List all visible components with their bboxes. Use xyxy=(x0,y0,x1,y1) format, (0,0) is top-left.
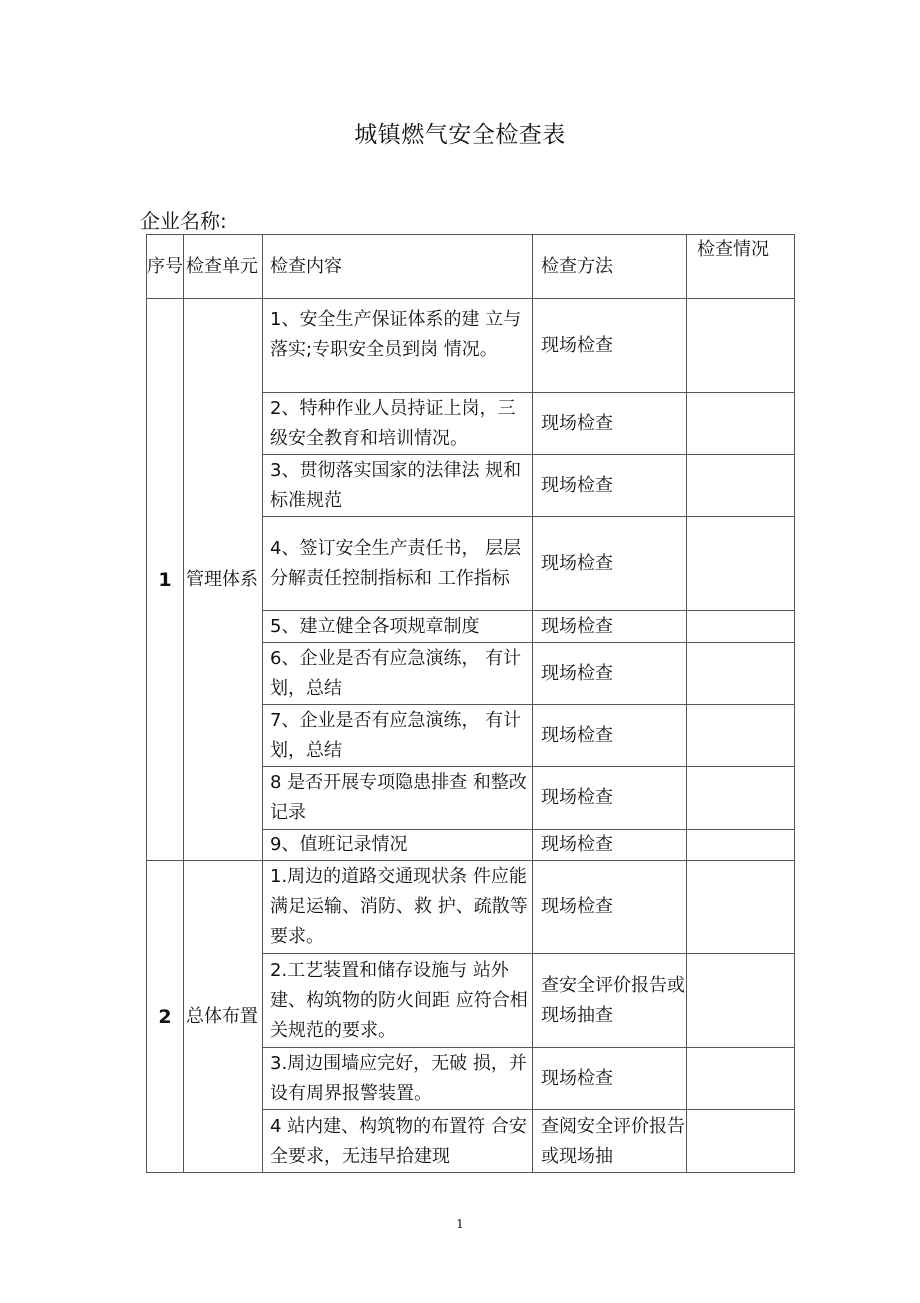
check-content: 9、值班记录情况 xyxy=(263,830,533,861)
header-result: 检查情况 xyxy=(687,235,795,299)
header-method: 检查方法 xyxy=(533,235,687,299)
section-unit xyxy=(184,861,263,1173)
check-result xyxy=(687,1048,795,1110)
check-result xyxy=(687,611,795,643)
table-header-row xyxy=(147,235,795,299)
check-content: 2.工艺装置和储存设施与 站外建、构筑物的防火间距 应符合相关规范的要求。 xyxy=(263,954,533,1048)
section-seq: 2 xyxy=(147,861,184,1173)
check-content: 1、安全生产保证体系的建 立与落实;专职安全员到岗 情况。 xyxy=(263,299,533,393)
check-result xyxy=(687,299,795,393)
check-method: 现场检查 xyxy=(533,767,687,830)
header-unit-label: 检查单元 xyxy=(186,255,258,277)
section-seq: 1 xyxy=(147,299,184,861)
table-row xyxy=(147,299,795,393)
header-content: 检查内容 xyxy=(263,235,533,299)
check-result xyxy=(687,861,795,954)
check-method: 现场检查 xyxy=(533,517,687,611)
check-content: 3、贯彻落实国家的法律法 规和标准规范 xyxy=(263,455,533,517)
check-result xyxy=(687,455,795,517)
check-content: 3.周边围墙应完好，无破 损，并设有周界报警装置。 xyxy=(263,1048,533,1110)
check-content: 1.周边的道路交通现状条 件应能满足运输、消防、救 护、疏散等要求。 xyxy=(263,861,533,954)
header-seq: 序号 xyxy=(147,235,184,299)
check-method: 查阅安全评价报告或现场抽 xyxy=(533,1110,687,1173)
section-unit-label: 管理体系 xyxy=(186,568,258,590)
check-content: 7、企业是否有应急演练， 有计划，总结 xyxy=(263,705,533,767)
check-method: 现场检查 xyxy=(533,643,687,705)
check-result xyxy=(687,643,795,705)
document-title: 城镇燃气安全检查表 xyxy=(354,122,566,148)
check-method: 现场检查 xyxy=(533,455,687,517)
check-result xyxy=(687,393,795,455)
table-row xyxy=(147,861,795,954)
check-method: 现场检查 xyxy=(533,830,687,861)
check-result xyxy=(687,1110,795,1173)
check-content: 6、企业是否有应急演练， 有计划，总结 xyxy=(263,643,533,705)
check-method: 现场检查 xyxy=(533,611,687,643)
inspection-table xyxy=(146,234,795,1173)
company-name-label: 企业名称: xyxy=(140,209,227,233)
check-method: 现场检查 xyxy=(533,1048,687,1110)
check-method: 现场检查 xyxy=(533,705,687,767)
check-method: 现场检查 xyxy=(533,393,687,455)
section-unit xyxy=(184,299,263,861)
check-content: 8 是否开展专项隐患排查 和整改记录 xyxy=(263,767,533,830)
check-content: 4 站内建、构筑物的布置符 合安全要求，无违早拾建现 xyxy=(263,1110,533,1173)
check-content: 2、特种作业人员持证上岗，三级安全教育和培训情况。 xyxy=(263,393,533,455)
check-method: 现场检查 xyxy=(533,299,687,393)
check-result xyxy=(687,517,795,611)
check-content: 5、建立健全各项规章制度 xyxy=(263,611,533,643)
header-unit xyxy=(184,235,263,299)
check-method: 现场检查 xyxy=(533,861,687,954)
check-result xyxy=(687,705,795,767)
check-result xyxy=(687,830,795,861)
check-content: 4、签订安全生产责任书， 层层分解责任控制指标和 工作指标 xyxy=(263,517,533,611)
check-result xyxy=(687,954,795,1048)
check-method: 查安全评价报告或现场抽查 xyxy=(533,954,687,1048)
check-result xyxy=(687,767,795,830)
page-number: 1 xyxy=(456,1217,464,1231)
section-unit-label: 总体布置 xyxy=(186,1005,258,1027)
